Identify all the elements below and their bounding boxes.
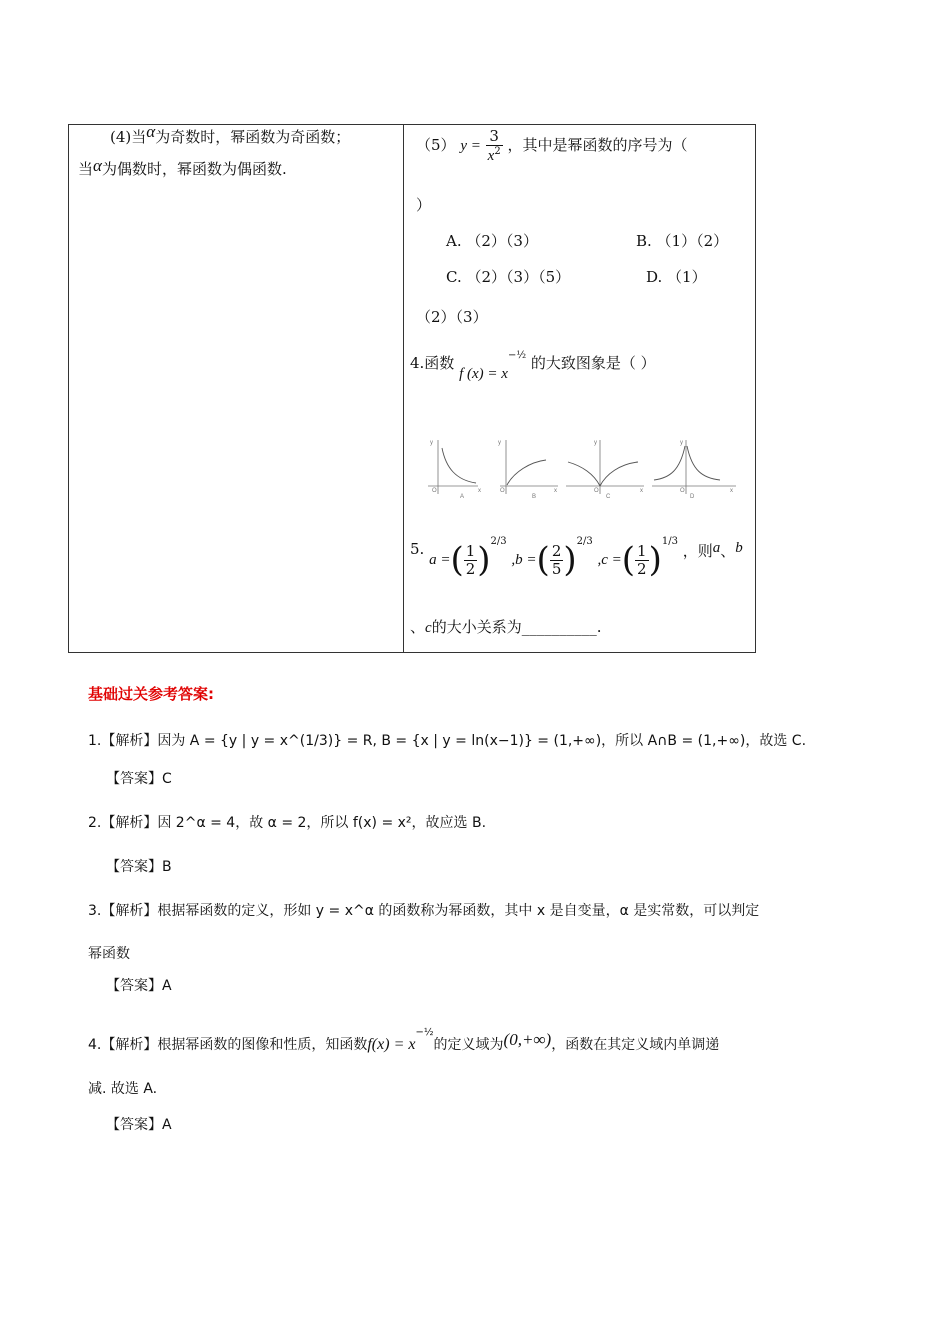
text: ，其中是幂函数的序号为（ [507, 136, 688, 154]
q5-line-2: 、c的大小关系为__________. [410, 618, 602, 636]
graph-label-a: A [460, 494, 465, 500]
q5-line: 5. a =( $\frac{1}{2}$ )$^{2/3}$ ,b =( $\frac{2}{5}$ )$^{2/3}$ ,c =( $\frac{1}{2}$ )$^{1/3}$ ，则a、b [410, 536, 743, 580]
axis-x-label: x [640, 488, 643, 494]
axis-y-label: y [498, 440, 501, 446]
graph-d [652, 440, 736, 500]
axis-y-label: y [430, 440, 433, 446]
item5-line [416, 128, 687, 164]
left-line-2 [78, 158, 287, 179]
fraction: $\frac{3}{x^2}$ [487, 127, 501, 164]
origin-label: O [594, 488, 599, 494]
q4-line [410, 350, 656, 382]
origin-label: O [432, 488, 437, 494]
option-d-cont: （2）（3） [416, 308, 488, 326]
option-d: D. （1） [646, 268, 707, 286]
left-line-1 [110, 122, 351, 147]
axis-y-label: y [594, 440, 597, 446]
axis-x-label: x [554, 488, 557, 494]
answer-4: 【答案】A [106, 1117, 172, 1133]
axis-x-label: x [478, 488, 481, 494]
text: ） [416, 196, 432, 214]
exponent: 1/3 [661, 536, 678, 547]
exponent: 2/3 [576, 536, 593, 547]
answer-4-analysis: 4.【解析】根据幂函数的图像和性质，知函数$f(x) = x^{-\frac{1}{2}}$的定义域为(0,+∞)，函数在其定义域内单调递 [88, 1027, 720, 1053]
graph-b [498, 440, 558, 500]
var-b: ,b = [511, 552, 537, 568]
exponent: 2/3 [490, 536, 507, 547]
text: 当 [78, 160, 94, 178]
graph-label-c: C [606, 494, 611, 500]
text: 为奇数时，幂函数为奇函数； [155, 128, 351, 146]
axis-y-label: y [680, 440, 683, 446]
graph-a [428, 440, 481, 500]
alpha-symbol: α [146, 122, 156, 141]
origin-label: O [500, 488, 505, 494]
answer-2-analysis: 2.【解析】因 2^α = 4，故 α = 2，所以 f(x) = x²，故应选 B. [88, 815, 487, 831]
option-a: A. （2）（3） [446, 232, 538, 250]
text: 为偶数时，幂函数为偶函数. [101, 160, 287, 178]
text: （5） [416, 136, 456, 154]
answer-3: 【答案】A [106, 978, 172, 994]
formula: f (x) = x [459, 366, 508, 382]
answer-1: 【答案】C [106, 771, 172, 787]
answers-heading: 基础过关参考答案: [88, 685, 214, 703]
answer-1-analysis: 1.【解析】因为 A = {y | y = x^(1/3)} = R, B = {x | y = ln(x−1)} = (1,+∞)，所以 A∩B = (1,+∞)，故选 C. [88, 733, 807, 749]
table-divider [403, 125, 404, 652]
graph-c [566, 440, 644, 500]
option-b: B. （1）（2） [636, 232, 729, 250]
text: ，则 [682, 542, 713, 560]
formula: y = [460, 138, 481, 154]
origin-label: O [680, 488, 685, 494]
var-c: ,c = [597, 552, 622, 568]
answer-3-analysis-cont: 幂函数 [88, 946, 130, 962]
answer-4-analysis-cont: 减. 故选 A. [88, 1081, 158, 1097]
alpha-symbol: α [93, 156, 102, 175]
graph-label-d: D [690, 494, 695, 500]
text: 4.函数 [410, 354, 455, 372]
function-graphs [424, 436, 740, 502]
axis-x-label: x [730, 488, 733, 494]
var-a: a = [429, 552, 451, 568]
exponent: −½ [507, 350, 527, 361]
text: 5. [410, 540, 425, 558]
text: 的大致图象是（ ） [530, 354, 656, 372]
answer-3-analysis: 3.【解析】根据幂函数的定义，形如 y = x^α 的函数称为幂函数，其中 x 是自变量，α 是实常数，可以判定 [88, 903, 760, 919]
answer-2: 【答案】B [106, 859, 172, 875]
option-c: C. （2）（3）（5） [446, 268, 571, 286]
text: (4)当 [110, 128, 147, 146]
graph-label-b: B [532, 494, 537, 500]
